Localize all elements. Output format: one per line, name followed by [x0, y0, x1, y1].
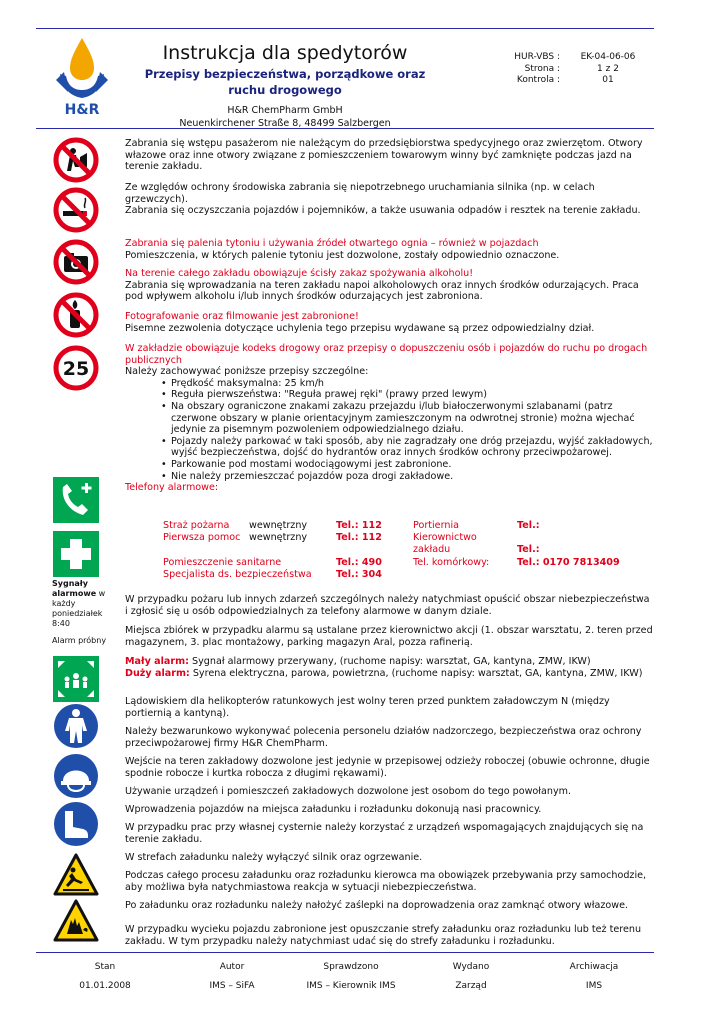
- no-photography-icon: [53, 239, 99, 285]
- footer-value: IMS – Kierownik IMS: [306, 981, 396, 991]
- phone-name: Tel. komórkowy:: [413, 557, 490, 568]
- helipad-text: Lądowiskiem dla helikopterów ratunkowych jest wolny teren przed punktem załadowczym N (między portiernią a kantyną).: [125, 696, 610, 719]
- equipment-use-text: Używanie urządzeń i pomieszczeń zakładowych dozwolone jest osobom do tego powołanym.: [125, 786, 572, 797]
- list-item: • Nie należy przemieszczać pojazdów poza drogi zakładowe.: [171, 471, 655, 483]
- no-lighter-icon: [53, 292, 99, 338]
- footer-head: Archiwacja: [569, 962, 619, 972]
- driver-presence-text: Podczas całego procesu załadunku oraz rozładunku kierowca ma obowiązek przebywania przy samochodzie, aby możliwa była natychmiastowa reakcja w sytuacji niebezpieczeństwa.: [125, 870, 647, 893]
- emergency-phone-icon: [53, 477, 99, 523]
- company-block: [160, 104, 410, 130]
- photo-section: [125, 311, 655, 334]
- doc-info-value: 1 z 2: [597, 63, 619, 74]
- photo-text: Pisemne zezwolenia dotyczące uchylenia tego przepisu wydawane są przez odpowiedzialny dział.: [125, 322, 595, 334]
- tank-work-text: W przypadku prac przy własnej cysternie należy korzystać z urządzeń wspomagających znajdujących się na terenie zakładu.: [125, 822, 644, 845]
- footer-head: Wydano: [452, 962, 490, 972]
- clothing-text: Wejście na teren zakładowy dozwolone jest jedynie w przepisowej odzieży roboczej (obuwie ochronne, długie spodnie robocze i kurtka robocza z długimi rękawami).: [125, 756, 650, 779]
- phone-number: Tel.: 0170 7813409: [517, 557, 620, 568]
- phone-number: Tel.: 304: [336, 569, 382, 580]
- page-title: Instrukcja dla spedytorów: [162, 42, 408, 64]
- safety-boots-icon: [53, 801, 99, 847]
- doc-info-key: HUR-VBS :: [514, 52, 560, 62]
- doc-info-key: Strona :: [524, 63, 560, 74]
- doc-info-row: [498, 52, 648, 64]
- assembly-points: Miejsca zbiórek w przypadku alarmu są ustalane przez kierownictwo akcji (1. obszar warsztatu, 2. teren przed magazynem, 3. plac montażowy, parking magazyn Aral, pozza rafinerią.: [125, 625, 653, 648]
- alarm-test-label: Alarm próbny: [52, 636, 107, 645]
- phone-number: Tel.: 112: [336, 532, 382, 543]
- smoking-section: [125, 238, 655, 261]
- phone-name: Kierownictwo zakładu: [413, 532, 477, 555]
- alcohol-section: [125, 268, 655, 303]
- footer-value: IMS – SiFA: [209, 981, 255, 991]
- phone-name: Portiernia: [413, 520, 459, 531]
- alarm-note-rest: w każdy poniedziałek 8:40: [52, 589, 106, 628]
- company-name: H&R ChemPharm GmbH: [227, 105, 343, 116]
- list-item: • Parkowanie pod mostami wodociągowymi jest zabronione.: [171, 459, 655, 471]
- engine-rules: [125, 182, 655, 217]
- photo-heading: Fotografowanie oraz filmowanie jest zabronione!: [125, 311, 359, 322]
- logo-text: H&R: [64, 102, 100, 118]
- alarm-note-title: Sygnały alarmowe: [52, 579, 97, 598]
- alarm-note: [52, 579, 112, 629]
- speed-limit-icon: [53, 345, 99, 391]
- protective-clothing-icon: [53, 703, 99, 749]
- page-subtitle: Przepisy bezpieczeństwa, porządkowe oraz ruchu drogowego: [144, 67, 426, 97]
- big-alarm: Duży alarm: Syrena elektryczna, parowa, powietrzna, (ruchome napisy: warsztat, GA, kantyna, ZMW, IKW): [125, 667, 643, 679]
- caps-text: Po załadunku oraz rozładunku należy nałożyć zaślepki na doprowadzenia oraz zamknąć otwory włazowe.: [125, 900, 629, 911]
- smoking-text: Pomieszczenia, w których palenie tytoniu jest dozwolone, zostały odpowiednio oznaczone.: [125, 249, 560, 261]
- slippery-surface-warning-icon: [53, 852, 99, 898]
- doc-info-key: Kontrola :: [516, 75, 560, 85]
- list-item: • Reguła pierwszeństwa: "Reguła prawej ręki" (prawy przed lewym): [171, 389, 655, 401]
- no-smoking-icon: [53, 187, 99, 233]
- vehicle-entry-text: Wprowadzenia pojazdów na miejsca załadunku i rozładunku dokonują nasi pracownicy.: [125, 804, 542, 815]
- doc-info-value: 01: [602, 75, 614, 85]
- assembly-point-icon: [53, 656, 99, 702]
- footer-value: IMS: [585, 981, 603, 991]
- traffic-rules-list: [125, 378, 655, 482]
- document-info: [498, 52, 648, 87]
- alarm-types: [125, 656, 655, 679]
- traffic-intro: Należy zachowywać poniższe przepisy szczególne:: [125, 366, 369, 378]
- first-aid-icon: [53, 531, 99, 577]
- instructions-text: Należy bezwarunkowo wykonywać polecenia personelu działów nadzorczego, bezpieczeństwa oraz ochrony przeciwpożarowej firmy H&R ChemPharm.: [125, 726, 642, 749]
- list-item: • Pojazdy należy parkować w taki sposób, aby nie zagradzały one dróg przejazdu, wyjść zakładowych, wyjść bezpieczeństwa, dojść do hydrantów oraz innych środków ochrony przeciwpożarowej.: [171, 436, 655, 459]
- traffic-heading: W zakładzie obowiązuje kodeks drogowy oraz przepisy o dopuszczeniu osób i pojazdów do ruchu po drogach publicznych: [125, 343, 648, 366]
- company-logo: [50, 32, 114, 118]
- fire-procedure: W przypadku pożaru lub innych zdarzeń szczególnych należy natychmiast opuścić obszar niebezpieczeństwa i zgłosić się u osób odpowiedzialnych za telefony alarmowe w danym dziale.: [125, 594, 650, 617]
- phone-number: Tel.: 490: [336, 557, 382, 568]
- phone-name: Pomieszczenie sanitarne: [163, 557, 282, 568]
- leak-text: W przypadku wycieku pojazdu zabronione jest opuszczanie strefy załadunku oraz rozładunku lub też terenu zakładu. W tym przypadku należy natychmiast udać się do strefy załadunku i rozładunku.: [125, 924, 642, 947]
- footer-head: Sprawdzono: [323, 962, 379, 972]
- smoking-heading: Zabrania się palenia tytoniu i używania źródeł otwartego ognia – również w pojazdach: [125, 238, 539, 249]
- alcohol-text: Zabrania się wprowadzania na teren zakładu napoi alkoholowych oraz innych środków odurzających. Praca pod wpływem alkoholu i/lub innych środków odurzających jest zabroniona.: [125, 279, 639, 303]
- environment-hazard-warning-icon: [53, 898, 99, 944]
- traffic-section: [125, 343, 655, 494]
- phone-name: Pierwsza pomoc: [163, 532, 241, 543]
- safety-helmet-icon: [53, 753, 99, 799]
- list-item: • Prędkość maksymalna: 25 km/h: [171, 378, 655, 390]
- phone-number: Tel.:: [517, 544, 540, 555]
- header-top-rule: [36, 28, 654, 29]
- phones-heading: Telefony alarmowe:: [125, 482, 219, 494]
- phone-number: Tel.:: [517, 520, 540, 531]
- doc-info-value: EK-04-06-06: [580, 52, 636, 62]
- phone-extra: wewnętrzny: [249, 520, 308, 531]
- phone-name: Straż pożarna: [163, 520, 230, 531]
- footer-rule: [36, 952, 654, 953]
- phone-number: Tel.: 112: [336, 520, 382, 531]
- entry-rules: Zabrania się wstępu pasażerom nie należącym do przedsiębiorstwa spedycyjnego oraz zwierzętom. Otwory włazowe oraz inne otwory związane z pomieszczeniem towarowym winny być zamknięte podczas jazd na terenie zakładu.: [125, 138, 643, 173]
- speed-limit-value: 25: [62, 358, 90, 380]
- company-address: Neuenkirchener Straße 8, 48499 Salzbergen: [179, 118, 391, 129]
- list-item: • Na obszary ograniczone znakami zakazu przejazdu i/lub białoczerwonymi szlabanami (patrz czerwone obszary w planie orientacyjnym zamieszczonym na odwrotnej stronie) można wjechać jedynie za pisemnym pozwoleniem odpowiedzialnego działu.: [171, 401, 655, 436]
- cleaning-text: Zabrania się oczyszczania pojazdów i pojemników, a także usuwania odpadów i resztek na terenie zakładu.: [125, 205, 641, 217]
- footer-value: 01.01.2008: [79, 981, 131, 991]
- engine-off-text: W strefach załadunku należy wyłączyć silnik oraz ogrzewanie.: [125, 852, 423, 863]
- doc-info-row: [498, 75, 648, 87]
- alcohol-heading: Na terenie całego zakładu obowiązuje ścisły zakaz spożywania alkoholu!: [125, 268, 474, 279]
- footer-head: Stan: [94, 962, 116, 972]
- footer-value: Zarząd: [455, 981, 487, 991]
- small-alarm: Mały alarm: Sygnał alarmowy przerywany, (ruchome napisy: warsztat, GA, kantyna, ZMW, IKW): [125, 656, 591, 667]
- footer-head: Autor: [219, 962, 245, 972]
- phone-extra: wewnętrzny: [249, 532, 308, 543]
- phone-name: Specjalista ds. bezpieczeństwa: [163, 569, 312, 580]
- no-entry-person-icon: [53, 137, 99, 183]
- doc-info-row: [498, 64, 648, 76]
- engine-idling-text: Ze względów ochrony środowiska zabrania się niepotrzebnego uruchamiania silnika (np. w celach grzewczych).: [125, 182, 595, 205]
